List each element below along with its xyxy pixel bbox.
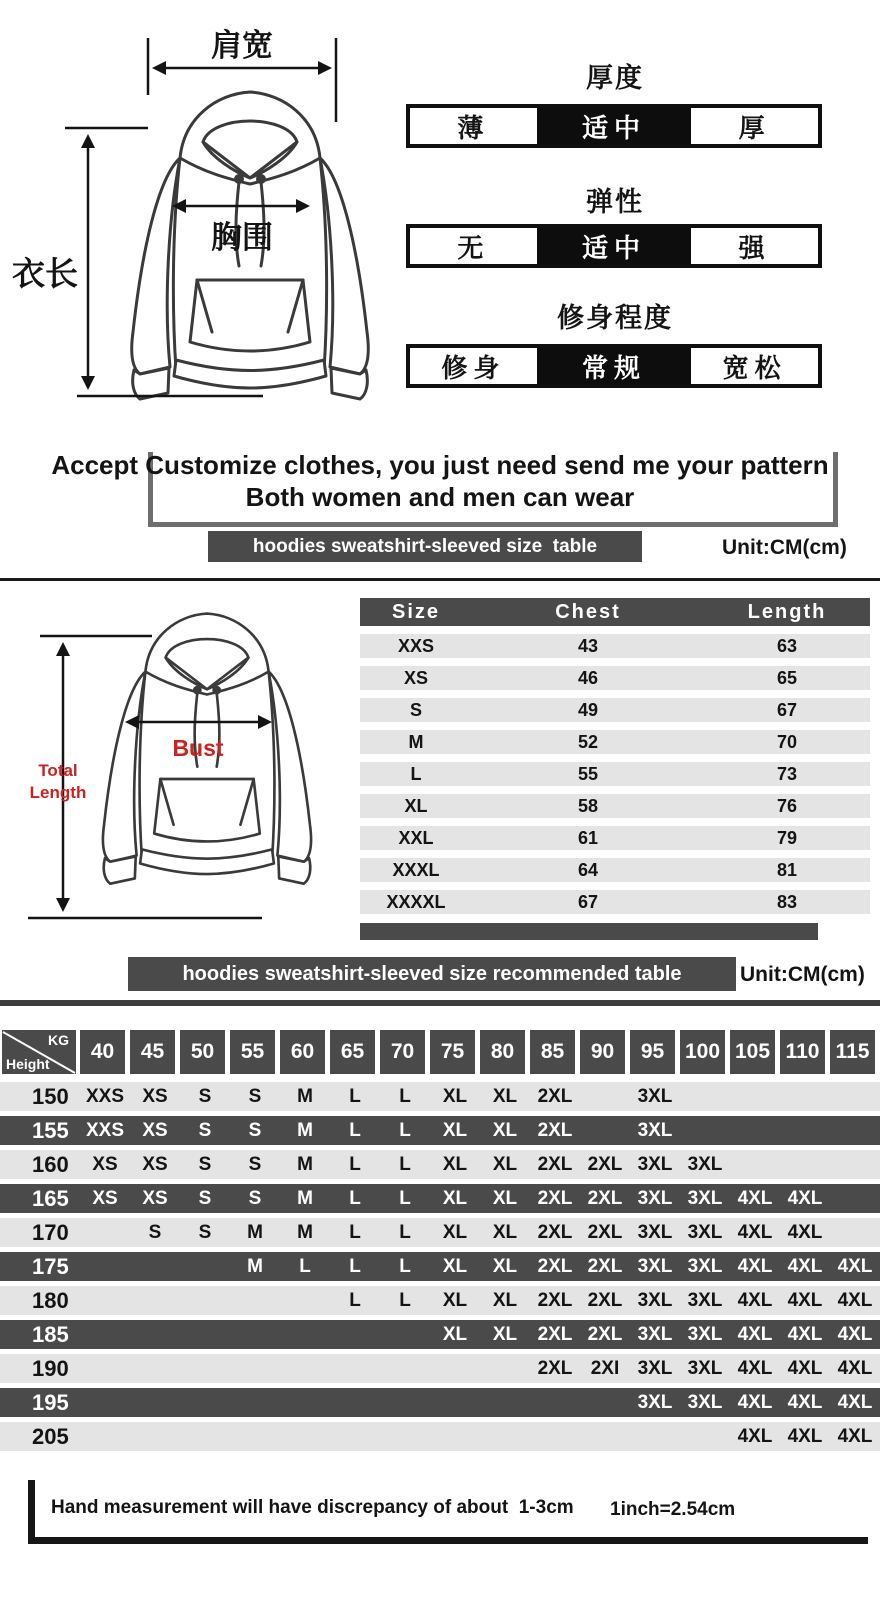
recommended-size-cell: M xyxy=(297,1188,313,1209)
size-table-row xyxy=(360,794,870,818)
recommended-size-cell: M xyxy=(297,1120,313,1141)
recommended-size-cell: 3XL xyxy=(687,1222,723,1243)
chest-cell: 55 xyxy=(577,764,599,784)
length-cell: 79 xyxy=(776,828,798,848)
recommended-size-cell: L xyxy=(399,1290,411,1311)
recommended-size-cell: 3XL xyxy=(687,1256,723,1277)
recommended-size-cell: XL xyxy=(442,1324,468,1345)
recommended-size-cell: L xyxy=(399,1120,411,1141)
attribute-panel xyxy=(400,30,830,422)
recommended-size-cell: 2XL xyxy=(537,1120,573,1141)
recommended-size-cell: 4XL xyxy=(737,1290,773,1311)
weight-header-cell: 80 xyxy=(480,1030,525,1074)
recommended-size-cell: L xyxy=(299,1256,311,1277)
matrix-row xyxy=(0,1116,880,1145)
recommended-size-cell: 2XL xyxy=(537,1358,573,1379)
weight-header-cell: 110 xyxy=(780,1030,825,1074)
height-label: 205 xyxy=(32,1424,69,1449)
recommended-size-cell: L xyxy=(399,1154,411,1175)
size-cell: L xyxy=(410,764,422,784)
recommended-size-cell: 3XL xyxy=(687,1358,723,1379)
recommended-size-cell: XL xyxy=(492,1222,518,1243)
recommended-size-cell: L xyxy=(399,1188,411,1209)
recommended-size-cell: 4XL xyxy=(737,1426,773,1447)
size-cell: XL xyxy=(404,796,428,816)
matrix-row xyxy=(0,1388,880,1417)
thickness-option-medium: 适中 xyxy=(537,108,692,144)
recommended-size-cell: 4XL xyxy=(787,1324,823,1345)
recommended-size-cell: XL xyxy=(492,1188,518,1209)
recommended-size-cell: 4XL xyxy=(837,1324,873,1345)
footer-note-box xyxy=(28,1480,868,1544)
recommended-size-cell: XL xyxy=(492,1120,518,1141)
recommended-size-cell: L xyxy=(399,1086,411,1107)
size-table-header xyxy=(360,598,870,626)
size-cell: M xyxy=(408,732,424,752)
weight-header-cell: 50 xyxy=(180,1030,225,1074)
weight-header-cell: 70 xyxy=(380,1030,425,1074)
matrix-row xyxy=(0,1218,880,1247)
recommended-size-cell: 3XL xyxy=(687,1290,723,1311)
recommended-size-cell: 2XL xyxy=(537,1154,573,1175)
chest-label: 胸围 xyxy=(211,220,273,255)
recommended-size-cell: 2XL xyxy=(537,1086,573,1107)
recommended-size-cell: 2XL xyxy=(587,1222,623,1243)
recommended-size-cell: 3XL xyxy=(637,1086,673,1107)
recommended-size-cell: 2XL xyxy=(537,1256,573,1277)
recommended-size-cell: XS xyxy=(92,1154,118,1175)
recommended-size-cell: XL xyxy=(442,1086,468,1107)
recommended-size-cell: S xyxy=(248,1120,262,1141)
weight-header-cell: 45 xyxy=(130,1030,175,1074)
recommended-size-cell: 4XL xyxy=(837,1426,873,1447)
recommended-size-cell: XS xyxy=(142,1120,168,1141)
weight-header-cell: 100 xyxy=(680,1030,725,1074)
size-cell: XXL xyxy=(398,828,434,848)
recommended-size-cell: 4XL xyxy=(787,1188,823,1209)
recommended-size-cell: L xyxy=(349,1086,361,1107)
height-label: 190 xyxy=(32,1356,69,1381)
length-cell: 76 xyxy=(776,796,798,816)
recommended-size-cell: 4XL xyxy=(787,1256,823,1277)
matrix-row xyxy=(0,1320,880,1349)
matrix-row xyxy=(0,1422,880,1451)
chest-cell: 58 xyxy=(577,796,599,816)
recommended-size-cell: M xyxy=(247,1222,263,1243)
size-column-header: Size xyxy=(391,601,441,623)
recommended-size-cell: 3XL xyxy=(637,1154,673,1175)
customize-note-line2: Both women and men can wear xyxy=(245,482,635,512)
recommended-size-cell: XL xyxy=(492,1324,518,1345)
weight-header-cell: 95 xyxy=(630,1030,675,1074)
size-cell: XXXXL xyxy=(386,892,446,912)
length-cell: 73 xyxy=(776,764,798,784)
length-cell: 65 xyxy=(776,668,798,688)
thickness-option-thick: 厚 xyxy=(738,113,771,144)
recommended-size-cell: 3XL xyxy=(637,1256,673,1277)
thickness-selector xyxy=(406,104,822,148)
elasticity-selector xyxy=(406,224,822,268)
recommended-table-unit: Unit:CM(cm) xyxy=(740,963,865,986)
size-table-rows xyxy=(360,634,870,914)
recommended-size-cell: 4XL xyxy=(737,1222,773,1243)
recommended-size-cell: 4XL xyxy=(737,1358,773,1379)
weight-header-cell: 65 xyxy=(330,1030,375,1074)
recommended-size-cell: S xyxy=(248,1188,262,1209)
recommended-size-cell: XS xyxy=(92,1188,118,1209)
recommended-size-cell: L xyxy=(349,1154,361,1175)
length-cell: 83 xyxy=(776,892,798,912)
weight-header-cell: 75 xyxy=(430,1030,475,1074)
recommended-size-cell: 4XL xyxy=(787,1426,823,1447)
weight-header-cell: 115 xyxy=(830,1030,875,1074)
weight-header-cell: 60 xyxy=(280,1030,325,1074)
height-label: 155 xyxy=(32,1118,69,1143)
recommended-size-cell: XXS xyxy=(85,1120,125,1141)
chest-cell: 49 xyxy=(577,700,599,720)
recommended-size-cell: 2XL xyxy=(537,1324,573,1345)
size-table-row xyxy=(360,730,870,754)
size-cell: XXXL xyxy=(392,860,440,880)
length-cell: 63 xyxy=(776,636,798,656)
fit-option-loose: 宽松 xyxy=(722,353,787,384)
recommended-size-cell: 2XL xyxy=(587,1290,623,1311)
recommended-size-cell: M xyxy=(247,1256,263,1277)
height-label: 170 xyxy=(32,1220,69,1245)
matrix-row xyxy=(0,1082,880,1111)
recommended-size-cell: 4XL xyxy=(737,1324,773,1345)
recommended-size-cell: S xyxy=(148,1222,162,1243)
matrix-row xyxy=(0,1252,880,1281)
recommended-size-cell: M xyxy=(297,1154,313,1175)
recommended-size-cell: XXS xyxy=(85,1086,125,1107)
chest-cell: 43 xyxy=(577,636,599,656)
size-table-row xyxy=(360,826,870,850)
recommended-size-cell: XL xyxy=(442,1222,468,1243)
size-table xyxy=(360,598,870,940)
recommended-size-cell: 3XL xyxy=(637,1358,673,1379)
elasticity-option-none: 无 xyxy=(457,233,490,264)
recommended-size-cell: 4XL xyxy=(837,1290,873,1311)
recommended-size-cell: 2XI xyxy=(590,1358,620,1379)
total-length-label: Total Length xyxy=(29,761,87,802)
length-cell: 70 xyxy=(776,732,798,752)
size-table-row xyxy=(360,666,870,690)
recommended-size-cell: S xyxy=(198,1222,212,1243)
recommended-size-cell: 3XL xyxy=(637,1392,673,1413)
chest-cell: 52 xyxy=(577,732,599,752)
recommended-size-cell: XL xyxy=(492,1154,518,1175)
elasticity-title: 弹性 xyxy=(586,187,644,217)
thickness-option-thin: 薄 xyxy=(457,113,490,144)
recommended-size-cell: XS xyxy=(142,1086,168,1107)
recommended-size-cell: L xyxy=(349,1256,361,1277)
matrix-header xyxy=(0,1030,880,1074)
fit-option-slim: 修身 xyxy=(441,353,506,384)
size-table-row xyxy=(360,634,870,658)
size-table-footer-bar xyxy=(360,923,818,940)
weight-header-cell: 85 xyxy=(530,1030,575,1074)
fit-selector xyxy=(406,344,822,388)
height-label: 165 xyxy=(32,1186,69,1211)
recommended-size-cell: 2XL xyxy=(537,1222,573,1243)
recommended-table-banner: hoodies sweatshirt-sleeved size recommended table xyxy=(128,957,736,991)
size-table-row xyxy=(360,698,870,722)
thickness-title: 厚度 xyxy=(586,63,644,93)
recommended-size-cell: XL xyxy=(492,1086,518,1107)
recommended-size-cell: L xyxy=(349,1222,361,1243)
length-column-header: Length xyxy=(747,601,827,623)
recommended-size-cell: 3XL xyxy=(637,1120,673,1141)
length-cell: 81 xyxy=(776,860,798,880)
recommended-size-cell: 3XL xyxy=(687,1188,723,1209)
measurement-discrepancy-note: Hand measurement will have discrepancy of about 1-3cm xyxy=(51,1497,574,1518)
recommended-size-cell: 3XL xyxy=(637,1188,673,1209)
matrix-row xyxy=(0,1286,880,1315)
recommended-size-cell: 3XL xyxy=(637,1222,673,1243)
recommended-size-cell: L xyxy=(349,1290,361,1311)
matrix-row xyxy=(0,1354,880,1383)
size-cell: XXS xyxy=(397,636,435,656)
weight-header-cell: 90 xyxy=(580,1030,625,1074)
recommended-size-cell: 2XL xyxy=(587,1188,623,1209)
chest-cell: 46 xyxy=(577,668,599,688)
recommended-size-cell: XL xyxy=(442,1188,468,1209)
recommended-size-cell: L xyxy=(399,1222,411,1243)
height-label: 185 xyxy=(32,1322,69,1347)
size-table-unit: Unit:CM(cm) xyxy=(722,536,847,559)
recommended-size-cell: S xyxy=(248,1086,262,1107)
recommended-size-cell: 3XL xyxy=(687,1154,723,1175)
garment-length-label: 衣长 xyxy=(12,255,78,292)
recommended-size-cell: 3XL xyxy=(637,1290,673,1311)
recommended-size-cell: 4XL xyxy=(837,1392,873,1413)
recommended-size-cell: 2XL xyxy=(537,1188,573,1209)
recommended-size-cell: 4XL xyxy=(737,1392,773,1413)
recommended-size-cell: XL xyxy=(492,1256,518,1277)
chest-column-header: Chest xyxy=(555,601,621,623)
section-divider-thick xyxy=(0,1000,880,1006)
chest-cell: 67 xyxy=(577,892,599,912)
recommended-size-cell: S xyxy=(198,1154,212,1175)
recommended-size-cell: 4XL xyxy=(737,1188,773,1209)
recommended-size-cell: XS xyxy=(142,1154,168,1175)
height-label: 195 xyxy=(32,1390,69,1415)
chest-cell: 61 xyxy=(577,828,599,848)
height-label: 150 xyxy=(32,1084,69,1109)
recommended-size-cell: 4XL xyxy=(837,1358,873,1379)
recommended-size-cell: S xyxy=(198,1086,212,1107)
recommended-size-cell: 3XL xyxy=(687,1324,723,1345)
weight-header-cell: 55 xyxy=(230,1030,275,1074)
height-label: 175 xyxy=(32,1254,69,1279)
weight-header-cell: 105 xyxy=(730,1030,775,1074)
size-table-row xyxy=(360,762,870,786)
customize-note-line1: Accept Customize clothes, you just need send me your pattern xyxy=(51,450,829,480)
corner-kg-label: KG xyxy=(48,1032,69,1048)
recommended-size-cell: M xyxy=(297,1222,313,1243)
recommended-size-cell: XL xyxy=(442,1256,468,1277)
size-cell: S xyxy=(409,700,422,720)
fit-title: 修身程度 xyxy=(557,303,673,333)
recommended-size-cell: XL xyxy=(442,1154,468,1175)
recommended-size-cell: XS xyxy=(142,1188,168,1209)
recommended-size-cell: 3XL xyxy=(687,1392,723,1413)
recommended-size-cell: 4XL xyxy=(787,1222,823,1243)
matrix-corner-cell xyxy=(2,1030,76,1074)
recommended-size-cell: M xyxy=(297,1086,313,1107)
section-divider xyxy=(0,578,880,581)
size-cell: XS xyxy=(403,668,428,688)
size-table-row xyxy=(360,890,870,914)
recommended-size-cell: 2XL xyxy=(537,1290,573,1311)
length-cell: 67 xyxy=(776,700,798,720)
elasticity-option-strong: 强 xyxy=(738,233,771,264)
size-table-banner: hoodies sweatshirt-sleeved size table xyxy=(208,531,642,562)
recommended-size-cell: XL xyxy=(492,1290,518,1311)
recommended-size-cell: 4XL xyxy=(787,1392,823,1413)
recommended-size-cell: L xyxy=(399,1256,411,1277)
shoulder-width-label: 肩宽 xyxy=(211,28,273,63)
recommended-size-cell: XL xyxy=(442,1120,468,1141)
fit-option-regular: 常规 xyxy=(537,348,692,384)
recommended-size-cell: 4XL xyxy=(737,1256,773,1277)
corner-height-label: Height xyxy=(6,1056,50,1072)
height-label: 180 xyxy=(32,1288,69,1313)
height-label: 160 xyxy=(32,1152,69,1177)
size-table-row xyxy=(360,858,870,882)
recommended-size-cell: L xyxy=(349,1120,361,1141)
recommended-size-cell: S xyxy=(198,1188,212,1209)
recommended-size-cell: XL xyxy=(442,1290,468,1311)
recommended-size-cell: 4XL xyxy=(787,1358,823,1379)
matrix-row xyxy=(0,1184,880,1213)
recommended-size-cell: 4XL xyxy=(837,1256,873,1277)
inch-conversion-note: 1inch=2.54cm xyxy=(610,1499,736,1520)
elasticity-option-medium: 适中 xyxy=(537,228,692,264)
bust-label: Bust xyxy=(172,735,224,761)
recommended-size-cell: 2XL xyxy=(587,1324,623,1345)
recommended-size-cell: S xyxy=(198,1120,212,1141)
recommended-size-cell: 4XL xyxy=(787,1290,823,1311)
chest-cell: 64 xyxy=(577,860,599,880)
recommended-size-cell: L xyxy=(349,1188,361,1209)
recommended-size-cell: 2XL xyxy=(587,1154,623,1175)
recommended-size-cell: 2XL xyxy=(587,1256,623,1277)
matrix-rows xyxy=(0,1082,880,1456)
matrix-row xyxy=(0,1150,880,1179)
weight-header-cell: 40 xyxy=(80,1030,125,1074)
recommended-size-cell: S xyxy=(248,1154,262,1175)
recommended-size-cell: 3XL xyxy=(637,1324,673,1345)
